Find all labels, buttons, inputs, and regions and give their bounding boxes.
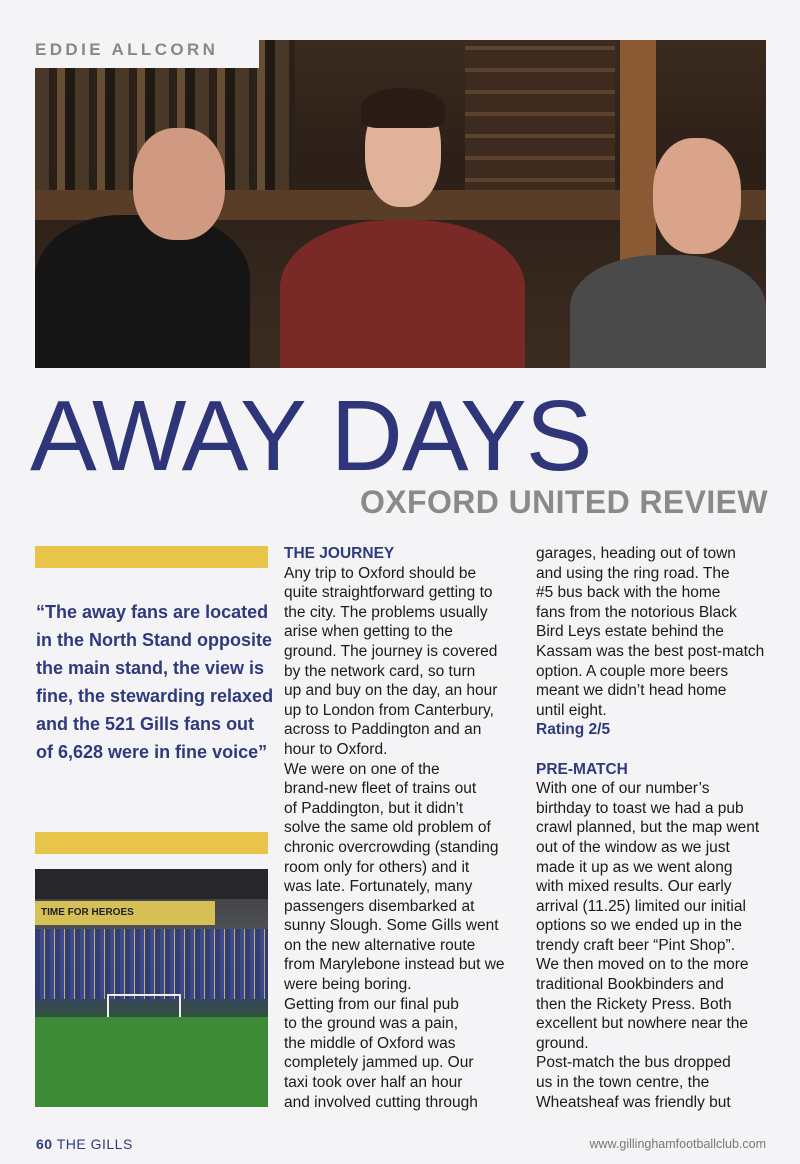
- text-line: with mixed results. Our early: [536, 878, 732, 896]
- text-line: passengers disembarked at: [284, 897, 475, 915]
- text-line: until eight.: [536, 701, 607, 719]
- text-line: With one of our number’s: [536, 780, 710, 798]
- person-left-head: [133, 128, 225, 240]
- text-line: sunny Slough. Some Gills went: [284, 917, 499, 935]
- text-line: quite straightforward getting to: [284, 584, 493, 602]
- text-line: ground. The journey is covered: [284, 642, 498, 660]
- text-line: trendy craft beer “Pint Shop”.: [536, 936, 736, 954]
- section-heading-journey: THE JOURNEY: [284, 545, 395, 562]
- header-photo: [35, 40, 766, 368]
- person-left-body: [35, 215, 250, 368]
- text-line: made it up as we went along: [536, 858, 733, 876]
- text-line: to the ground was a pain,: [284, 1015, 459, 1033]
- text-line: excellent but nowhere near the: [536, 1015, 748, 1033]
- article-column-2: [536, 544, 776, 1112]
- club-website: www.gillinghamfootballclub.com: [589, 1137, 766, 1151]
- text-line: up and buy on the day, an hour: [284, 682, 498, 700]
- section-heading-prematch: PRE-MATCH: [536, 760, 628, 778]
- text-line: solve the same old problem of: [284, 819, 491, 837]
- text-line: us in the town centre, the: [536, 1074, 710, 1092]
- article-column-1: [284, 544, 524, 1112]
- text-line: completely jammed up. Our: [284, 1054, 474, 1072]
- text-line: by the network card, so turn: [284, 662, 476, 680]
- text-line: and involved cutting through: [284, 1093, 478, 1111]
- text-line: We then moved on to the more: [536, 956, 749, 974]
- text-line: up to London from Canterbury,: [284, 701, 494, 719]
- page-subtitle: OXFORD UNITED REVIEW: [359, 484, 768, 520]
- text-line: meant we didn’t head home: [536, 682, 727, 700]
- text-line: ground.: [536, 1034, 589, 1052]
- text-line: out of the window as we just: [536, 838, 730, 856]
- text-line: across to Paddington and an: [284, 721, 482, 739]
- page-number: 60: [36, 1136, 53, 1152]
- text-line: fans from the notorious Black: [536, 603, 737, 621]
- text-line: traditional Bookbinders and: [536, 976, 724, 994]
- text-line: was late. Fortunately, many: [284, 878, 473, 896]
- text-line: and using the ring road. The: [536, 564, 730, 582]
- pull-quote: “The away fans are located in the North Stand opposite the main stand, the view is fine, the stewarding relaxed and the 521 Gills fans out of 6,628 were in fine voice”: [36, 602, 274, 762]
- text-line: birthday to toast we had a pub: [536, 799, 744, 817]
- text-line: then the Rickety Press. Both: [536, 995, 732, 1013]
- text-line: taxi took over half an hour: [284, 1074, 463, 1092]
- spacer: [536, 740, 776, 760]
- text-line: were being boring.: [284, 976, 412, 994]
- stand-crowd: [35, 929, 268, 999]
- text-line: the middle of Oxford was: [284, 1034, 456, 1052]
- rating-text: Rating 2/5: [536, 721, 611, 739]
- text-line: brand-new fleet of trains out: [284, 780, 477, 798]
- text-line: Kassam was the best post-match: [536, 642, 765, 660]
- person-right-body: [570, 255, 766, 368]
- stadium-banner: TIME FOR HEROES: [35, 901, 215, 925]
- text-line: of Paddington, but it didn’t: [284, 799, 464, 817]
- text-line: chronic overcrowding (standing: [284, 838, 499, 856]
- stadium-photo: [35, 869, 268, 1107]
- text-line: Getting from our final pub: [284, 995, 459, 1013]
- magazine-name: THE GILLS: [56, 1136, 133, 1152]
- text-line: the city. The problems usually: [284, 603, 488, 621]
- text-line: We were on one of the: [284, 760, 440, 778]
- text-line: Wheatsheaf was friendly but: [536, 1093, 731, 1111]
- stand-roof: [35, 869, 268, 899]
- text-line: #5 bus back with the home: [536, 584, 721, 602]
- text-line: options so we ended up in the: [536, 917, 742, 935]
- text-line: on the new alternative route: [284, 936, 476, 954]
- person-middle-hair: [361, 88, 445, 128]
- page-footer-left: [36, 1136, 133, 1152]
- person-middle-body: [280, 220, 525, 368]
- text-line: hour to Oxford.: [284, 740, 388, 758]
- yellow-divider-bottom: [35, 832, 268, 854]
- text-line: garages, heading out of town: [536, 545, 736, 562]
- text-line: from Marylebone instead but we: [284, 956, 505, 974]
- text-line: Post-match the bus dropped: [536, 1054, 731, 1072]
- pub-wall: [465, 40, 615, 200]
- page-title: AWAY DAYS: [30, 380, 592, 492]
- text-line: option. A couple more beers: [536, 662, 729, 680]
- author-byline: EDDIE ALLCORN: [27, 36, 259, 68]
- yellow-divider-top: [35, 546, 268, 568]
- pitch: [35, 1017, 268, 1107]
- text-line: arrival (11.25) limited our initial: [536, 897, 746, 915]
- text-line: crawl planned, but the map went: [536, 819, 760, 837]
- person-right-head: [653, 138, 741, 254]
- text-line: Any trip to Oxford should be: [284, 564, 477, 582]
- text-line: room only for others) and it: [284, 858, 470, 876]
- text-line: arise when getting to the: [284, 623, 453, 641]
- text-line: Bird Leys estate behind the: [536, 623, 724, 641]
